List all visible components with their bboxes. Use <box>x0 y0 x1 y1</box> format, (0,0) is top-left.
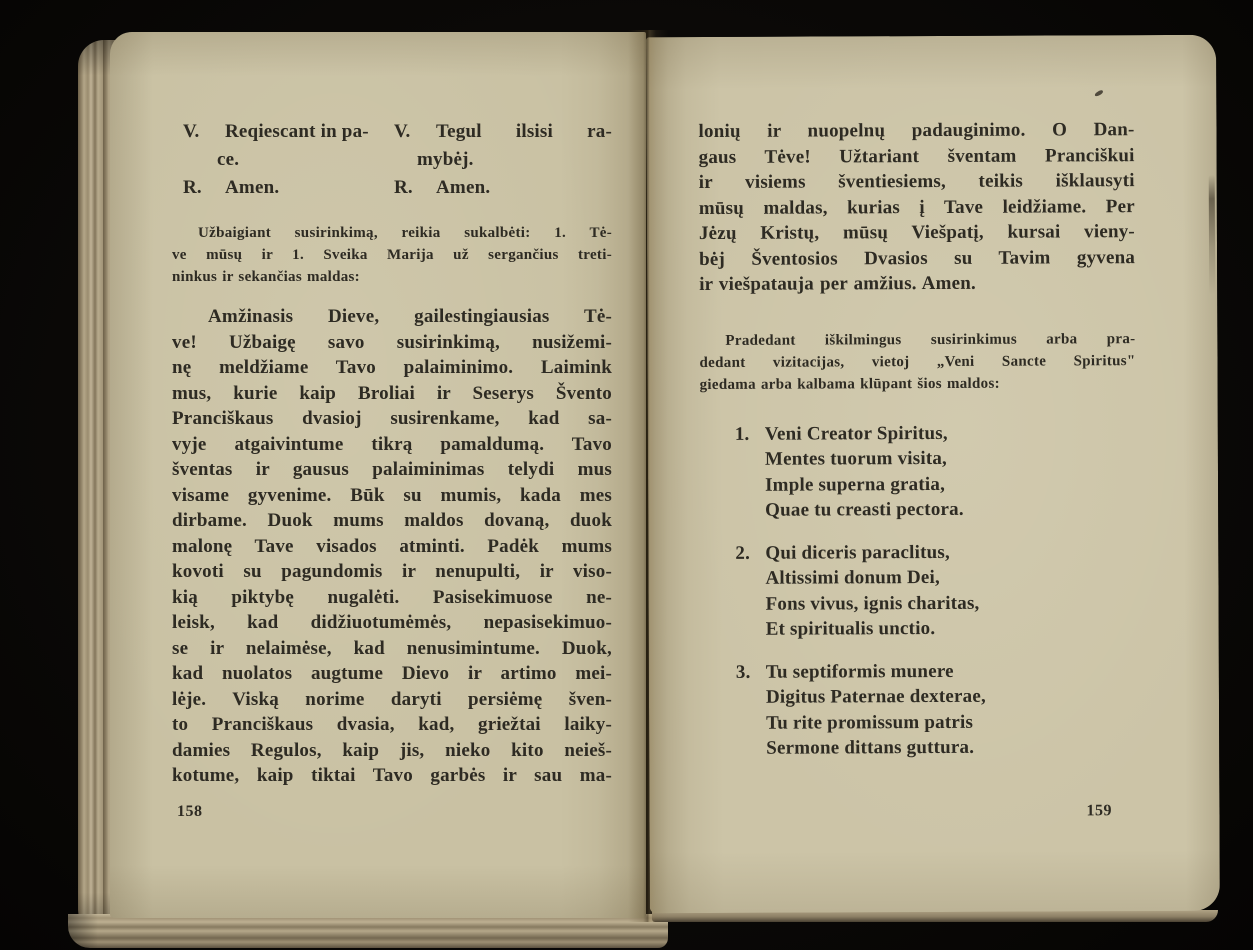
bottom-page-stack-edges <box>68 914 668 948</box>
prayer-line: gaus Tėve! Užtariant šventam Pranciškui <box>698 144 1135 168</box>
versicle-continuation: ce. <box>217 149 240 170</box>
prayer-line: ve! Užbaigę savo susirinkimą, nusižemi- <box>172 331 612 353</box>
hymn-line: Sermone dittans guttura. <box>766 736 975 759</box>
response-label: R. <box>394 177 413 198</box>
versicle-label: V. <box>394 121 411 142</box>
rubric-line: ve mūsų ir 1. Sveika Marija už sergančius treti- <box>172 247 612 263</box>
rubric-line: giedama arba kalbama klūpant šios maldos: <box>699 375 1000 393</box>
prayer-line: mus, kurie kaip Broliai ir Seserys Švento <box>172 382 612 404</box>
versicle-col-lithuanian <box>394 118 612 202</box>
verse-lines <box>765 539 1136 643</box>
prayer-line: nę meldžiame Tavo palaiminimo. Laimink <box>172 357 612 378</box>
hymn-line: Quae tu creasti pectora. <box>765 498 964 521</box>
prayer-line: kią piktybę nugalėti. Pasisekimuose ne- <box>172 586 612 608</box>
verse-number: 3. <box>735 661 751 683</box>
hymn-line: Tu septiformis munere <box>765 660 954 683</box>
versicle-response-block <box>183 118 612 202</box>
prayer-line: kotume, kaip tiktai Tavo garbės ir sau ma- <box>172 765 612 786</box>
verse-lines <box>766 658 1137 762</box>
verse-number: 1. <box>734 423 750 445</box>
versicle-continuation: mybėj. <box>417 149 474 170</box>
prayer-line: kovoti su pagundomis ir nenupulti, ir viso- <box>172 561 612 582</box>
prayer-line: mūsų maldas, kurias į Tave leidžiame. Per <box>698 195 1135 219</box>
prayer-line: bėj Šventosios Dvasios su Tavim gyvena <box>699 246 1136 270</box>
prayer-line: ir visiems šventiesiems, teikis išklausyti <box>698 170 1135 194</box>
rubric-line: Užbaigiant susirinkimą, reikia sukalbėti: 1. Tė- <box>198 225 612 241</box>
hymn-line: Imple superna gratia, <box>764 473 946 496</box>
response-text: Amen. <box>225 177 280 198</box>
hymn-line: Et spiritualis unctio. <box>765 617 936 640</box>
hymn-line: Digitus Paternae dexterae, <box>765 685 986 708</box>
prayer-line: Pranciškaus dvasioj susirenkame, kad sa- <box>172 408 612 429</box>
right-page-content <box>698 117 1137 778</box>
hymn-verse <box>700 420 1136 524</box>
prayer-line: leisk, kad didžiuotumėmės, nepasisekimuo- <box>172 612 612 633</box>
right-page <box>646 35 1220 913</box>
prayer-line: ir viešpatauja per amžius. Amen. <box>699 272 976 296</box>
ink-speck <box>1094 89 1104 97</box>
prayer-line: dirbame. Duok mums maldos dovaną, duok <box>172 510 612 531</box>
prayer-line: to Pranciškaus dvasia, kad, griežtai laiky- <box>172 714 612 735</box>
prayer-line: šventas ir gausus palaiminimas telydi mus <box>172 459 612 480</box>
hymn-line: Qui diceris paraclitus, <box>765 541 950 564</box>
verse-lines <box>765 420 1136 524</box>
response-line <box>183 174 394 202</box>
page-edge-smudge <box>1209 175 1216 295</box>
prayer-line: kad nuolatos augtume Dievo ir artimo mei- <box>172 663 612 684</box>
hymn-line: Altissimi donum Dei, <box>765 566 940 589</box>
response-text: Amen. <box>436 177 491 198</box>
response-label: R. <box>183 177 202 198</box>
prayer-line: Amžinasis Dieve, gailestingiausias Tė- <box>208 306 612 327</box>
rubric-left <box>172 222 612 288</box>
verse-number: 2. <box>735 542 751 564</box>
rubric-line: Pradedant iškilmingus susirinkimus arba pra- <box>725 330 1136 349</box>
rubric-line: ninkus ir sekančias maldas: <box>172 269 360 285</box>
rubric-line: dedant vizitacijas, vietoj „Veni Sancte Spiritus" <box>699 352 1136 371</box>
prayer-text-right <box>698 117 1135 297</box>
page-number-right: 159 <box>1086 802 1113 820</box>
hymn-line: Veni Creator Spiritus, <box>764 422 948 445</box>
prayer-line: vyje atgaivintume tikrą pamaldumą. Tavo <box>172 433 612 455</box>
versicle-col-latin <box>183 118 394 202</box>
versicle-line <box>394 118 612 146</box>
prayer-line: lėje. Viską norime daryti persiėmę šven- <box>172 688 612 710</box>
prayer-line: lonių ir nuopelnų padauginimo. O Dan- <box>698 119 1135 143</box>
prayer-line: damies Regulos, kaip jis, nieko kito neieš- <box>172 739 612 761</box>
open-book <box>60 26 1226 950</box>
versicle-line <box>183 118 394 146</box>
hymn-line: Fons vivus, ignis charitas, <box>765 592 980 615</box>
versicle-text: Reqiescant in pa- <box>225 121 369 142</box>
response-line <box>394 174 612 202</box>
prayer-line: visame gyvenime. Būk su mumis, kada mes <box>172 484 612 506</box>
hymn-verse <box>700 539 1136 643</box>
left-page <box>110 32 646 918</box>
hymn-veni-creator <box>700 420 1137 762</box>
versicle-label: V. <box>183 121 200 142</box>
rubric-right <box>699 328 1135 396</box>
prayer-line: malonę Tave visados atminti. Padėk mums <box>172 535 612 557</box>
prayer-text-left <box>172 304 612 789</box>
hymn-line: Tu rite promissum patris <box>766 711 974 734</box>
left-page-content <box>172 118 612 789</box>
hymn-line: Mentes tuorum visita, <box>764 447 948 470</box>
versicle-text: Tegul ilsisi ra- <box>436 121 612 142</box>
page-number-left: 158 <box>177 803 203 820</box>
hymn-verse <box>701 658 1137 762</box>
prayer-line: Jėzų Kristų, mūsų Viešpatį, kursai vieny- <box>698 221 1135 245</box>
prayer-line: se ir nelaimėse, kad nenusimintume. Duok, <box>172 637 612 659</box>
